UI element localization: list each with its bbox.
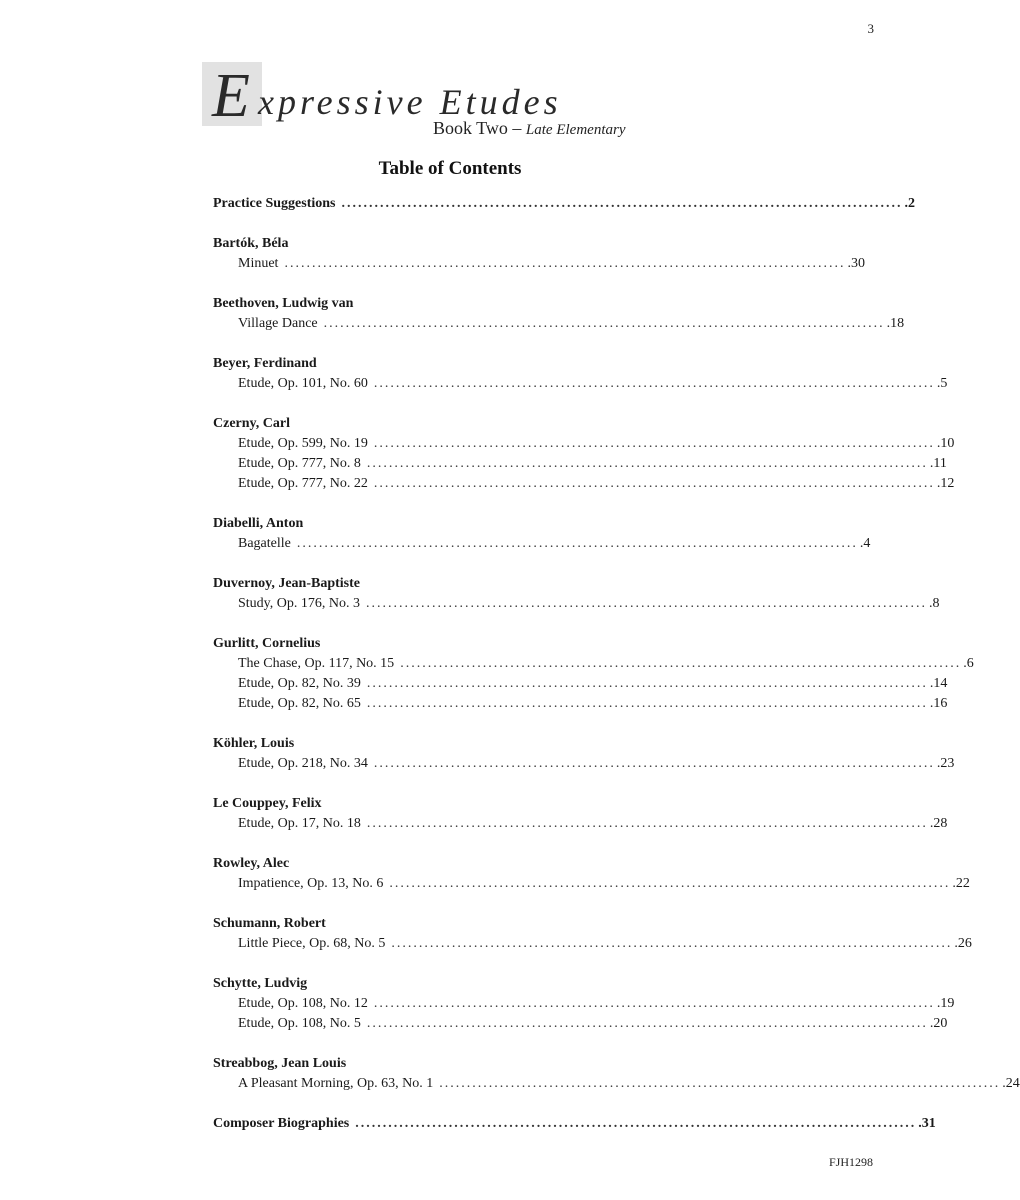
dot-leader: ......................................................................................................: [373, 996, 935, 1011]
work-title: Village Dance: [238, 316, 318, 331]
work-page: .10: [936, 436, 955, 451]
work-entry: [213, 1074, 1020, 1094]
work-title: Etude, Op. 777, No. 22: [238, 476, 368, 491]
composer-name: Czerny, Carl: [213, 416, 290, 431]
work-title: Etude, Op. 108, No. 12: [238, 996, 368, 1011]
work-page: .14: [929, 676, 948, 691]
work-title: The Chase, Op. 117, No. 15: [238, 656, 395, 671]
work-page: .5: [936, 376, 948, 391]
dot-leader: ......................................................................................................: [366, 696, 928, 711]
work-page: .30: [847, 256, 865, 271]
dot-leader: ......................................................................................................: [366, 456, 928, 471]
dot-leader: ......................................................................................................: [284, 256, 846, 271]
dot-leader: ......................................................................................................: [341, 196, 903, 211]
work-title: Etude, Op. 82, No. 65: [238, 696, 361, 711]
dot-leader: ......................................................................................................: [439, 1076, 1001, 1091]
composer-name: Rowley, Alec: [213, 856, 290, 871]
work-entry: [213, 594, 940, 614]
work-title: Etude, Op. 599, No. 19: [238, 436, 368, 451]
dot-leader: ......................................................................................................: [391, 936, 953, 951]
book-title: [202, 62, 702, 142]
work-entry: [213, 1014, 948, 1034]
work-title: Etude, Op. 82, No. 39: [238, 676, 361, 691]
dot-leader: ......................................................................................................: [366, 596, 927, 611]
work-title: Etude, Op. 101, No. 60: [238, 376, 368, 391]
work-title: Etude, Op. 108, No. 5: [238, 1016, 361, 1031]
composer-name: Diabelli, Anton: [213, 516, 304, 531]
work-page: .23: [936, 756, 955, 771]
work-page: .22: [952, 876, 970, 891]
book-number: Book Two: [433, 118, 508, 138]
work-entry: [213, 454, 947, 474]
practice-suggestions-title: Practice Suggestions: [213, 196, 336, 211]
work-page: .11: [929, 456, 947, 471]
work-entry: [213, 674, 948, 694]
dot-leader: ......................................................................................................: [373, 376, 935, 391]
composer-name: Köhler, Louis: [213, 736, 295, 751]
work-entry: [213, 374, 948, 394]
composer-name: Bartók, Béla: [213, 236, 289, 251]
composer-name: Duvernoy, Jean-Baptiste: [213, 576, 360, 591]
composer-name: Beethoven, Ludwig van: [213, 296, 354, 311]
composer-name: Schumann, Robert: [213, 916, 326, 931]
work-title: Etude, Op. 17, No. 18: [238, 816, 361, 831]
work-entry: [213, 474, 955, 494]
page-number: 3: [867, 21, 874, 36]
dot-leader: ......................................................................................................: [400, 656, 962, 671]
composer-name: Gurlitt, Cornelius: [213, 636, 321, 651]
level: Late Elementary: [525, 122, 626, 138]
work-entry: [213, 254, 865, 274]
practice-suggestions-page: .2: [904, 196, 915, 211]
work-title: Little Piece, Op. 68, No. 5: [238, 936, 386, 951]
subtitle: [433, 118, 625, 139]
composer-name: Schytte, Ludvig: [213, 976, 308, 991]
work-entry: [213, 434, 955, 454]
work-page: .28: [929, 816, 948, 831]
work-entry: [213, 314, 905, 334]
composer-name: Le Couppey, Felix: [213, 796, 322, 811]
title-text: xpressive Etudes: [258, 82, 562, 122]
work-title: Etude, Op. 777, No. 8: [238, 456, 361, 471]
work-page: .20: [929, 1016, 948, 1031]
work-page: .19: [936, 996, 955, 1011]
composer-biographies-page: .31: [918, 1116, 936, 1131]
work-title: Impatience, Op. 13, No. 6: [238, 876, 384, 891]
practice-suggestions-entry: [213, 194, 915, 214]
dot-leader: ......................................................................................................: [296, 536, 858, 551]
dot-leader: ......................................................................................................: [373, 756, 935, 771]
title-initial: E: [212, 62, 250, 130]
work-title: Etude, Op. 218, No. 34: [238, 756, 368, 771]
dot-leader: ......................................................................................................: [389, 876, 951, 891]
dot-leader: ......................................................................................................: [366, 676, 928, 691]
work-entry: [213, 694, 948, 714]
work-page: .24: [1002, 1076, 1020, 1091]
composer-biographies-title: Composer Biographies: [213, 1116, 350, 1131]
composer-biographies-entry: [213, 1114, 936, 1134]
work-page: .4: [859, 536, 871, 551]
dot-leader: ......................................................................................................: [323, 316, 885, 331]
dot-leader: ......................................................................................................: [373, 476, 935, 491]
work-page: .12: [936, 476, 955, 491]
work-entry: [213, 874, 970, 894]
work-page: .18: [886, 316, 905, 331]
work-title: Study, Op. 176, No. 3: [238, 596, 360, 611]
work-title: Bagatelle: [238, 536, 291, 551]
work-entry: [213, 534, 871, 554]
work-title: Minuet: [238, 256, 279, 271]
dot-leader: ......................................................................................................: [366, 816, 928, 831]
dot-leader: ......................................................................................................: [366, 1016, 928, 1031]
work-entry: [213, 934, 972, 954]
subtitle-dash: –: [512, 118, 522, 138]
toc-heading: Table of Contents: [378, 158, 522, 179]
work-page: .16: [929, 696, 948, 711]
work-page: .8: [929, 596, 940, 611]
dot-leader: ......................................................................................................: [355, 1116, 917, 1131]
work-title: A Pleasant Morning, Op. 63, No. 1: [238, 1076, 434, 1091]
composer-name: Streabbog, Jean Louis: [213, 1056, 347, 1071]
work-entry: [213, 654, 974, 674]
work-page: .26: [954, 936, 972, 951]
dot-leader: ......................................................................................................: [373, 436, 935, 451]
work-entry: [213, 754, 955, 774]
work-entry: [213, 994, 955, 1014]
composer-name: Beyer, Ferdinand: [213, 356, 317, 371]
work-page: .6: [963, 656, 974, 671]
catalog-code: FJH1298: [828, 1155, 873, 1169]
work-entry: [213, 814, 948, 834]
